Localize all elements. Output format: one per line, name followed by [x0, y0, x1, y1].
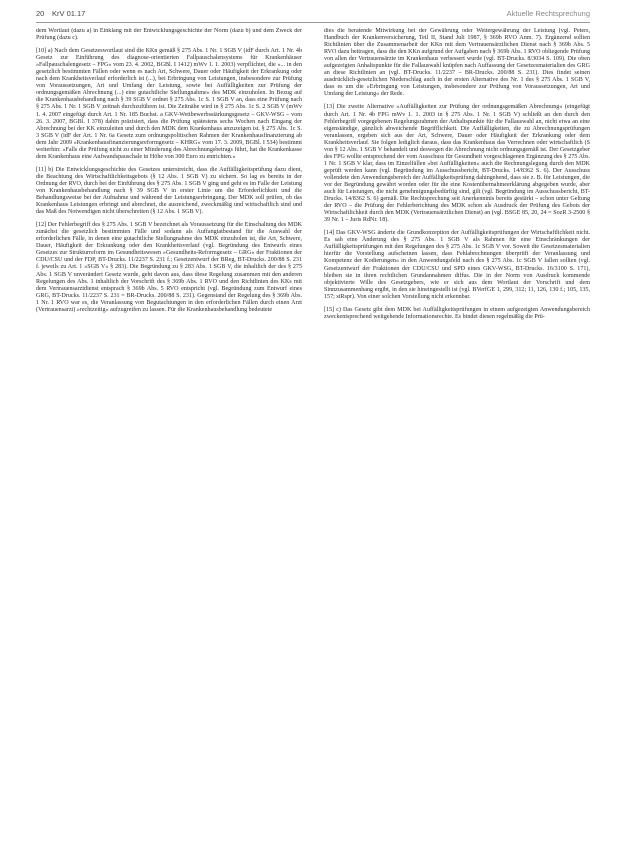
paragraph: [13] Die zweite Alternative »Auffälligkeiten zur Prüfung der ordnungsgemäßen Abrechnung« (eingefügt durch Art. 1 Nr. 4b FPG mWv 1. 1. 2003 in § 275 Abs. 1 Nr. 1 SGB V) schließt an den durch den Fehlerbegriff vorgegebenen Regelungsrahmen der Anhaltspunkte für die Fallauswahl an, nicht etwa an eine eigenständige, gänzlich abweichende Begrifflichkeit. Die Auffälligkeiten, die zu Abrechnungsprüfungen veranlassen, ergeben sich aus der Art, Schwere, Dauer oder Häufigkeit der Erkrankung oder dem Krankheitsverlauf. Sie folgen lediglich daraus, dass das Krankenhaus das Verrechnen oder wirtschaftlich (S von § 12 Abs. 1 SGB V behandelt und deswegen die Abrechnung nicht ordnungsgemäß ist. Der Gesetzgeber des FPG wollte entsprechend der vom Ausschuss für Gesundheit vorgeschlagenen Ergänzung des § 275 Abs. 1 Nr. 1 SGB V klar, dass im Einzelfällen »bei Auffälligkeiten« auch die Rechnungslegung durch den MDK geprüft werden kann (vgl. Begründung im Ausschussbericht, BT-Drucks. 14/8362 S. 6). Der Ausschuss vollendete den Anwendungsbereich der Auffälligkeitsprüfung dahingehend, dass sie z. B. für Leistungen, die vor der Begründung gewährt worden oder für die eine Kostenübernahmeerklärung abgegeben wurde, aber auch für Leistungen, die nicht genehmigungsbedürftig sind, gilt (vgl. Begründung im Ausschussbericht, BT-Drucks. 14/8362 S. 6) gemäß. Die Rechtsprechung seit Anerkenntnis bereits gestärkt – schon unter Geltung der RVO – die Prüfung der Fehlerberichtung des MDK schon als Ausdruck der Prüfung des Gebots der Wirtschaftlichkeit durch den MDK (Vertrauensärztlichen Dienst) an (vgl. BSGE 85, 20, 24 = SozR 3-2500 § 39 Nr. 1 – Juris RdNr. 18). [324, 104, 590, 224]
page-header [36, 9, 590, 21]
right-column [324, 28, 590, 833]
paragraph: dies die beratende Mitwirkung bei der Gewährung oder Weitergewährung der Leistung (vgl. Peters, Handbuch der Krankenversicherung, Teil II, Stand Juli 1987, § 369b RVO Anm. 7). Ergänzend sollten Richtlinien über die Zusammenarbeit der KKn mit dem Vertrauensärztlichen Dienst nach § 369b Abs. 5 RVO dazu beitragen, dass die den KKn aufgrund der Aufgaben nach § 369b Abs. 1 RVO obliegende Prüfung von allen der Vertrauensärzte im Krankenhaus verbessert wurde (vgl. BT-Drucks. 8/3034 S. 109). Die oben aufgezeigten Anhaltspunkte für die Fallauswahl knüpfen nach Auffassung der Gesetzesmaterialien des GRG an diese Richtlinien an (vgl. BT-Drucks. 11/2237 – BR-Drucks. 200/88 S. 231). Dies findet seinen ausdrücklich-gesetzlichen Niederschlag auch in der ersten Alternative des Nr. 1 des § 275 Abs. 1 SGB V, dass es um die »Erbringung von Leistungen, insbesondere zur Prüfung von Voraussetzungen, Art und Umfang der Leistung« der Rede. [324, 28, 590, 98]
header-rule [36, 22, 590, 23]
page-number: 20 [36, 9, 45, 18]
paragraph: dem Wortlaut (dazu a) in Einklang mit der Entwicklungsgeschichte der Norm (dazu b) und dem Zweck der Prüfung (dazu c). [36, 28, 302, 42]
paragraph: [10] a) Nach dem Gesetzeswortlaut sind die KKn gemäß § 275 Abs. 1 Nr. 1 SGB V (idF durch Art. 1 Nr. 4b Gesetz zur Einführung des diagnose-orientierten Fallpauschalensystems für Krankenhäuser »Fallpauschalengesetz – FPG« vom 23. 4. 2002, BGBl. I 1412) mWv 1. 1. 2003) verpflichtet, die »... in den gesetzlich bestimmten Fällen oder wenn es nach Art, Schwere, Dauer oder Häufigkeit der Erkrankung oder nach dem Krankheitsverlauf erforderlich ist (...), bei Erbringung von Leistungen, insbesondere zur Prüfung von Voraussetzungen, Art und Umfang der Leistung, sowie bei Auffälligkeiten zur Prüfung der ordnungsgemäßen Abrechnung (...) eine gutachtliche Stellungnahme« des MDK einzuholen. In Bezug auf die Krankenhausbehandlung nach § 39 SGB V ordnet § 275 Abs. 1c S. 1 SGB V an, dass eine Prüfung nach § 275 Abs. 1 Nr. 1 SGB V zeitnah durchzuführen ist. Die Zeitnähe wird in § 275 Abs. 1c S. 2 SGB V (mWv 1. 4. 2007 eingefügt durch Art. 1 Nr. 185 Buchst. a GKV-Wettbewerbsstärkungsgesetz – GKV-WSG – vom 26. 3. 2007, BGBl. I 378) dahin präzisiert, dass die Prüfung spätestens sechs Wochen nach Eingang der Abrechnung bei der KK einzuleiten und durch den MDK dem Krankenhaus anzuzeigen ist. § 275 Abs. 1c S. 3 SGB V (idF der Art. 1 Nr. 6a Gesetz zum ordnungspolitischen Rahmen der Krankenhausfinanzierung ab dem Jahr 2009 »Krankenhausfinanzierungsreformgesetz – KHRG« vom 17. 3. 2009, BGBl. I 534) bestimmt weiterhin: »Falls die Prüfung nicht zu einer Minderung des Abrechnungsbetrags führt, hat die Krankenkasse dem Krankenhaus eine Aufwandspauschale in Höhe von 300 Euro zu entrichten.« [36, 48, 302, 160]
left-column [36, 28, 302, 833]
paragraph: [11] b) Die Entwicklungsgeschichte des Gesetzes unterstreicht, dass die Auffälligkeitsprüfung dazu dient, die Beachtung des Wirtschaftlichkeitsgebots (§ 12 Abs. 1 SGB V) zu sichern. So lag es bereits in der Ordnung der RVO, durch bei der Einführung des § 275 Abs. 1 SGB V ging und geht es im Falle der Leistung von Krankenhausbehandlung nach § 39 SGB V in erster Linie um die Erforderlichkeit und die Behandlungsweise bei der Aufnahme und während der Leistungserbringung. Der MDK soll prüfen, ob das Krankenhaus Leistungen erbringt und abrechnet, die ausreichend, zweckmäßig und wirtschaftlich sind und das Maß des Notwendigen nicht überschreiten (§ 12 Abs. 1 SGB V). [36, 166, 302, 216]
paragraph: [12] Der Fehlerbegriff des § 275 Abs. 1 SGB V bezeichnet als Voraussetzung für die Einschaltung des MDK zunächst die gesetzlich bestimmten Fälle und sodann als Auffangtatbestand für die Auswahl der erforderlichen Fälle, in denen eine gutachtliche Stellungnahme des MDK einzuholen ist, die Art, Schwere, Dauer, Häufigkeit der Erkrankung oder den Krankheitsverlauf (vgl. Begründung des Entwurfs eines Gesetzes zur Strukturreform im Gesundheitswesen »Gesundheits-Reformgesetz – GRG« der Fraktionen der CDU/CSU und der FDP, BT-Drucks. 11/2237 S. 231 f.; Gesetzentwurf der BReg, BT-Drucks. 200/88 S. 231 f. jeweils zu Art. 1 »SGB V« § 283). Die Begründung zu § 283 Abs. 1 SGB V, die inhaltlich der des § 275 Abs. 1 SGB V unverändert Gesetz wurde, geht davon aus, dass diese Regelung zusammen mit den anderen Regelungen des Abs. 1 inhaltlich der Vorschrift des § 369b Abs. 1 RVO und den Richtlinien des KKs mit dem Vertrauensarztdienst entsprach § 369b Abs. 5 RVO entspricht (vgl. Begründung zum Entwurf eines GRG, BT-Drucks. 11/2237 S. 231 = BR-Drucks. 200/88 S. 231). Gegenstand der Regelung des § 369b Abs. 1 Nr. 1 RVO war es, die Veranlassung von Begutachtungen in den erforderlichen Fällen durch einen Arzt (Vertrauensarzt) »rechtzeitig« aufzugreifen zu lassen. Für die Krankenhausbehandlung bedeutete [36, 222, 302, 313]
journal-reference: KrV 01.17 [52, 9, 86, 18]
paragraph: [15] c) Das Gesetz gibt dem MDK bei Auffälligkeitsprüfungen in einem aufgezeigten Anwendungsbereich zweckentsprechend weitgehende Informationsrechte. Es bindet diesen regelmäßig die Prü- [324, 306, 590, 320]
paragraph: [14] Das GKV-WSG änderte die Grundkonzeption der Auffälligkeitsprüfungen der Wirtschaftlichkeit nicht. Es sah eine Änderung des § 275 Abs. 1 SGB V als Rahmen für eine Einschränkungen der Auffälligkeitsprüfungen mit den Regelungen des § 275 Abs. 1c SGB V vor. Soweit die Gesetzesmaterialien hierfür die Vorstellung aufscheinen lassen, dass Fehlabrechnungen überprüft der Veranlassung und Kompetenz der Kodierungen« in den Anwendungsfeld nach des § 275 Abs. 1c SGB V fallen sollten (vgl. Gesetzentwurf der Fraktionen der CDU/CSU und SPD eines GKV-WSG, BT-Drucks. 16/3100 S. 171), bleiben sie in ihren rechtlichen Grundannahmen diffus. Die in der Norm von Ausdruck kommende objektivierte Wille des Gesetzgebers, wie er sich aus dem Wortlaut der Vorschrift und dem Sinnzusammenhang ergibt, in den sie hineingestellt ist (vgl. BVerfGE 1, 299, 312; 11, 126, 130 f.; 105, 135, 157; stRspr). Von einer solchen Vorstellung nicht erkennbar. [324, 230, 590, 300]
section-title: Aktuelle Rechtsprechung [506, 9, 590, 18]
